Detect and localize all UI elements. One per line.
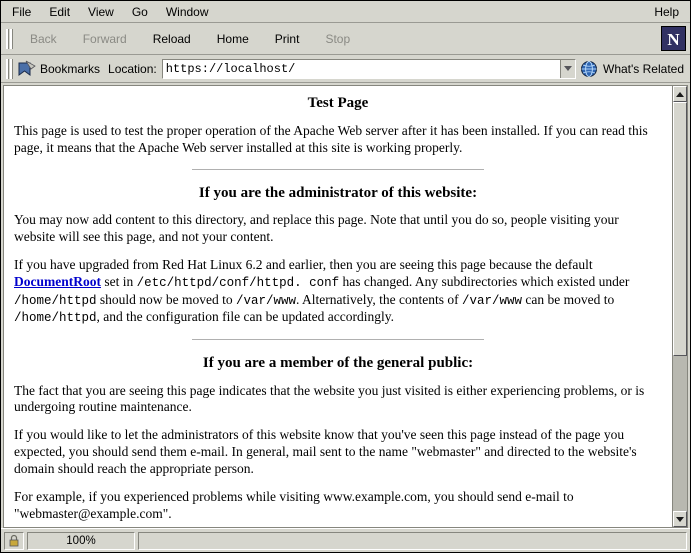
admin-p2-path-3: /var/www: [236, 293, 297, 308]
menu-file[interactable]: File: [12, 4, 32, 19]
scroll-down-button[interactable]: [673, 511, 687, 527]
page-intro-paragraph: This page is used to test the proper operation of the Apache Web server after it has been installed. If you can read this page, it means that the Apache Web server installed at this site is working properly.: [14, 122, 648, 155]
documentroot-link[interactable]: DocumentRoot: [14, 273, 101, 289]
admin-p2-path-2: /home/httpd: [14, 293, 97, 308]
admin-p2-text-f: can be moved to: [522, 291, 615, 307]
reload-button[interactable]: Reload: [152, 31, 191, 46]
whats-related-button[interactable]: [579, 59, 690, 79]
menu-go[interactable]: Go: [131, 4, 148, 19]
home-button[interactable]: Home: [216, 31, 249, 46]
scrollbar-thumb[interactable]: [673, 102, 687, 356]
menu-edit[interactable]: Edit: [49, 4, 71, 19]
whats-related-label: What's Related: [603, 61, 684, 76]
back-button[interactable]: Back: [30, 31, 57, 46]
admin-p2-text-g: , and the configuration file can be updated accordingly.: [96, 309, 395, 325]
toolbar-grip[interactable]: [5, 27, 14, 51]
security-lock-icon[interactable]: [4, 532, 24, 550]
locationbar-grip[interactable]: [5, 57, 14, 81]
url-input[interactable]: [163, 60, 560, 78]
navigation-toolbar: [1, 23, 690, 55]
url-field-wrapper[interactable]: [162, 59, 576, 79]
divider-1: [192, 169, 484, 170]
menu-help[interactable]: Help: [654, 4, 679, 19]
admin-p2-path-5: /home/httpd: [14, 311, 97, 326]
bookmark-icon[interactable]: [17, 60, 37, 78]
globe-icon: [579, 59, 599, 79]
status-message-area: [138, 532, 687, 550]
stop-button[interactable]: Stop: [325, 31, 351, 46]
public-paragraph-3: For example, if you experienced problems while visiting www.example.com, you should send e-mail to "webmaster@example.com".: [14, 488, 574, 521]
admin-p2-path-4: /var/www: [462, 293, 523, 308]
page-viewport: [3, 85, 672, 528]
arrow-down-icon: [676, 517, 684, 522]
menu-window[interactable]: Window: [165, 4, 209, 19]
menu-view[interactable]: View: [88, 4, 114, 19]
public-paragraph-2: If you would like to let the administrators of this website know that you've seen this page instead of the page you expected, you should send them e-mail. In general, mail sent to the name "webmaster" and directed to the website's domain should reach the appropriate person.: [14, 427, 637, 476]
admin-p2-text-d: should now be moved to: [96, 291, 237, 307]
divider-2: [192, 339, 484, 340]
scroll-up-button[interactable]: [673, 86, 687, 102]
location-bar: [1, 55, 690, 83]
admin-p2-text-b: set in: [101, 273, 137, 289]
admin-p2-text-e: . Alternatively, the contents of: [296, 291, 462, 307]
scrollbar-track[interactable]: [673, 102, 687, 511]
chevron-down-icon: [564, 66, 572, 71]
admin-paragraph-2: [14, 257, 662, 327]
public-heading: If you are a member of the general public:: [202, 354, 474, 371]
admin-p2-text-c: has changed. Any subdirectories which existed under: [339, 273, 630, 289]
zoom-level[interactable]: 100%: [27, 532, 135, 550]
public-paragraph-1: The fact that you are seeing this page indicates that the website you just visited is either experiencing problems, or is undergoing routine maintenance.: [14, 382, 645, 415]
forward-button[interactable]: Forward: [82, 31, 127, 46]
admin-heading: If you are the administrator of this website:: [198, 184, 478, 201]
netscape-logo-icon[interactable]: N: [661, 26, 686, 51]
location-label: Location:: [108, 61, 157, 76]
status-bar: [1, 528, 690, 552]
page-title: Test Page: [307, 95, 369, 111]
print-button[interactable]: Print: [274, 31, 300, 46]
admin-paragraph-1: You may now add content to this directory, and replace this page. Note that until you do so, people visiting your website will see this page, and not your content.: [14, 212, 619, 245]
url-dropdown-button[interactable]: [560, 60, 575, 78]
vertical-scrollbar[interactable]: [672, 85, 688, 528]
menu-bar: [1, 1, 690, 23]
bookmarks-label[interactable]: Bookmarks: [40, 61, 101, 76]
content-area: [1, 83, 690, 528]
admin-p2-path-1: /etc/httpd/conf/httpd. conf: [136, 275, 340, 290]
page-content: [4, 86, 672, 528]
arrow-up-icon: [676, 92, 684, 97]
admin-p2-text-a: If you have upgraded from Red Hat Linux 6.2 and earlier, then you are seeing this page because the default: [14, 257, 593, 272]
